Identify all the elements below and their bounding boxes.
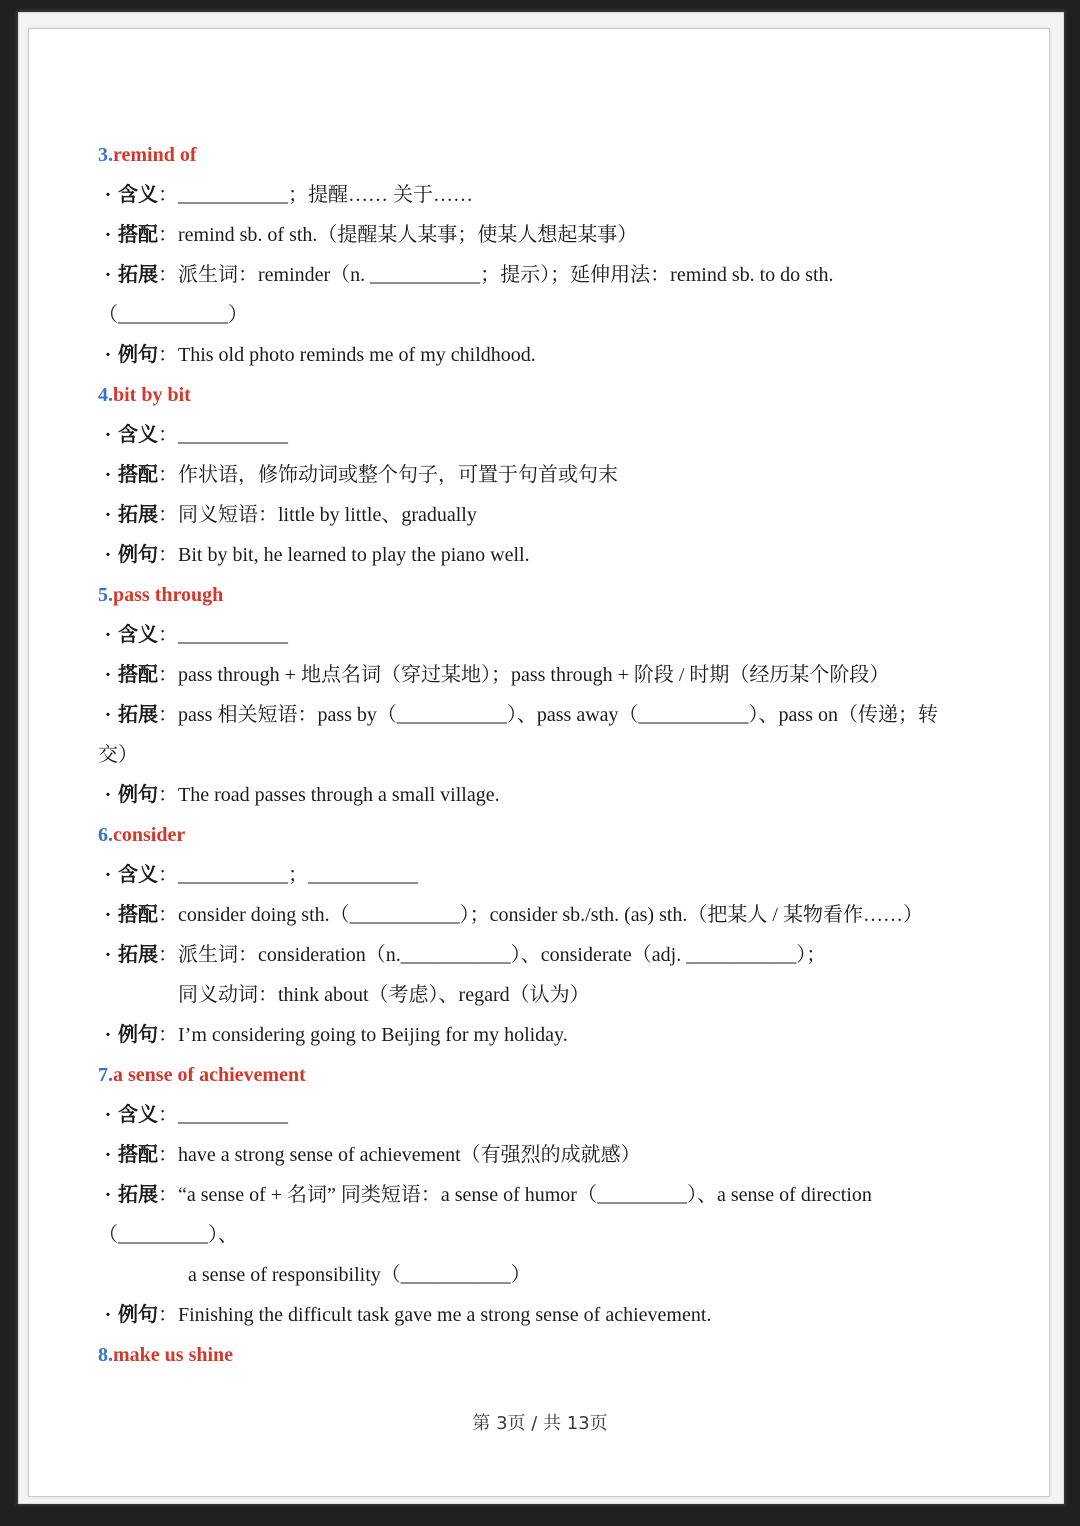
section-title: make us shine xyxy=(113,1344,234,1366)
bullet-line xyxy=(98,1015,998,1055)
bullet-dot: · xyxy=(104,784,112,806)
section-title: remind of xyxy=(113,144,197,166)
line-label: 拓展 xyxy=(118,944,158,966)
bullet-line xyxy=(98,695,998,735)
bullet-dot: · xyxy=(104,424,112,446)
line-text: a sense of responsibility（___________） xyxy=(188,1264,531,1286)
line-label: 例句 xyxy=(118,1024,158,1046)
section-heading xyxy=(98,375,998,415)
line-text: ：I’m considering going to Beijing for my holiday. xyxy=(158,1024,568,1046)
line-label: 含义 xyxy=(118,1104,158,1126)
bullet-line xyxy=(98,1095,998,1135)
section-number: 8. xyxy=(98,1344,113,1366)
bullet-dot: · xyxy=(104,624,112,646)
bullet-dot: · xyxy=(104,464,112,486)
bullet-line xyxy=(98,255,998,295)
line-label: 含义 xyxy=(118,424,158,446)
section-title: consider xyxy=(113,824,186,846)
line-label: 拓展 xyxy=(118,504,158,526)
page-footer: 第 3页 / 共 13页 xyxy=(472,1413,608,1434)
line-text: ：Finishing the difficult task gave me a strong sense of achievement. xyxy=(158,1304,712,1326)
line-label: 含义 xyxy=(118,624,158,646)
line-label: 含义 xyxy=(118,184,158,206)
bullet-line xyxy=(98,335,998,375)
section-heading xyxy=(98,575,998,615)
section-heading xyxy=(98,1055,998,1095)
bullet-dot: · xyxy=(104,944,112,966)
bullet-dot: · xyxy=(104,1024,112,1046)
line-text: ：同义短语：little by little、gradually xyxy=(158,504,477,526)
bullet-line xyxy=(98,1175,998,1215)
bullet-dot: · xyxy=(104,864,112,886)
continuation-line xyxy=(98,1215,998,1255)
line-text: （___________） xyxy=(98,304,248,326)
bullet-line xyxy=(98,1135,998,1175)
bullet-dot: · xyxy=(104,504,112,526)
section-title: a sense of achievement xyxy=(113,1064,306,1086)
line-text: ：consider doing sth.（___________）；consider sb./sth. (as) sth.（把某人 / 某物看作……） xyxy=(158,904,923,926)
bullet-dot: · xyxy=(104,1144,112,1166)
section-number: 6. xyxy=(98,824,113,846)
line-text: ：___________；提醒…… 关于…… xyxy=(158,184,473,206)
line-label: 搭配 xyxy=(118,664,158,686)
bullet-line xyxy=(98,1295,998,1335)
bullet-line xyxy=(98,935,998,975)
line-text: ：___________；___________ xyxy=(158,864,418,886)
bullet-line xyxy=(98,215,998,255)
line-text: 同义动词：think about（考虑）、regard（认为） xyxy=(178,984,590,1006)
continuation-line xyxy=(98,295,998,335)
bullet-line xyxy=(98,615,998,655)
line-text: ：作状语，修饰动词或整个句子，可置于句首或句末 xyxy=(158,464,618,486)
bullet-dot: · xyxy=(104,1184,112,1206)
line-text: ：remind sb. of sth.（提醒某人某事；使某人想起某事） xyxy=(158,224,638,246)
line-text: ：派生词：consideration（n.___________）、considerate（adj. ___________）； xyxy=(158,944,827,966)
bullet-dot: · xyxy=(104,544,112,566)
line-label: 拓展 xyxy=(118,264,158,286)
bullet-dot: · xyxy=(104,264,112,286)
section-heading xyxy=(98,135,998,175)
section-heading xyxy=(98,815,998,855)
document-content xyxy=(98,135,998,1375)
line-text: ：“a sense of + 名词” 同类短语：a sense of humor（_________）、a sense of direction xyxy=(158,1184,872,1206)
line-text: ：pass 相关短语：pass by（___________）、pass away（___________）、pass on（传递；转 xyxy=(158,704,938,726)
section-title: bit by bit xyxy=(113,384,191,406)
bullet-dot: · xyxy=(104,1304,112,1326)
line-text: 交） xyxy=(98,744,138,766)
bullet-dot: · xyxy=(104,704,112,726)
bullet-line xyxy=(98,775,998,815)
section-title: pass through xyxy=(113,584,224,606)
bullet-line xyxy=(98,535,998,575)
line-text: ：Bit by bit, he learned to play the piano well. xyxy=(158,544,530,566)
section-number: 4. xyxy=(98,384,113,406)
bullet-dot: · xyxy=(104,224,112,246)
indented-line xyxy=(98,975,998,1015)
section-heading xyxy=(98,1335,998,1375)
indented-line xyxy=(98,1255,998,1295)
line-label: 搭配 xyxy=(118,904,158,926)
section-number: 5. xyxy=(98,584,113,606)
section-number: 7. xyxy=(98,1064,113,1086)
bullet-line xyxy=(98,855,998,895)
bullet-line xyxy=(98,415,998,455)
section-number: 3. xyxy=(98,144,113,166)
line-text: ：This old photo reminds me of my childhood. xyxy=(158,344,536,366)
line-label: 例句 xyxy=(118,1304,158,1326)
bullet-line xyxy=(98,655,998,695)
line-label: 例句 xyxy=(118,544,158,566)
bullet-line xyxy=(98,895,998,935)
bullet-dot: · xyxy=(104,344,112,366)
line-label: 例句 xyxy=(118,784,158,806)
bullet-dot: · xyxy=(104,1104,112,1126)
line-text: ：___________ xyxy=(158,624,288,646)
continuation-line xyxy=(98,735,998,775)
line-label: 搭配 xyxy=(118,224,158,246)
line-text: ：pass through + 地点名词（穿过某地）；pass through + 阶段 / 时期（经历某个阶段） xyxy=(158,664,890,686)
bullet-dot: · xyxy=(104,904,112,926)
line-label: 含义 xyxy=(118,864,158,886)
line-text: （_________）、 xyxy=(98,1224,238,1246)
line-text: ：派生词：reminder（n. ___________；提示）；延伸用法：remind sb. to do sth. xyxy=(158,264,834,286)
line-label: 搭配 xyxy=(118,464,158,486)
bullet-dot: · xyxy=(104,664,112,686)
line-label: 例句 xyxy=(118,344,158,366)
line-label: 搭配 xyxy=(118,1144,158,1166)
bullet-line xyxy=(98,175,998,215)
line-label: 拓展 xyxy=(118,1184,158,1206)
line-label: 拓展 xyxy=(118,704,158,726)
line-text: ：___________ xyxy=(158,424,288,446)
bullet-dot: · xyxy=(104,184,112,206)
bullet-line xyxy=(98,455,998,495)
line-text: ：The road passes through a small village. xyxy=(158,784,500,806)
bullet-line xyxy=(98,495,998,535)
line-text: ：have a strong sense of achievement（有强烈的成就感） xyxy=(158,1144,641,1166)
line-text: ：___________ xyxy=(158,1104,288,1126)
